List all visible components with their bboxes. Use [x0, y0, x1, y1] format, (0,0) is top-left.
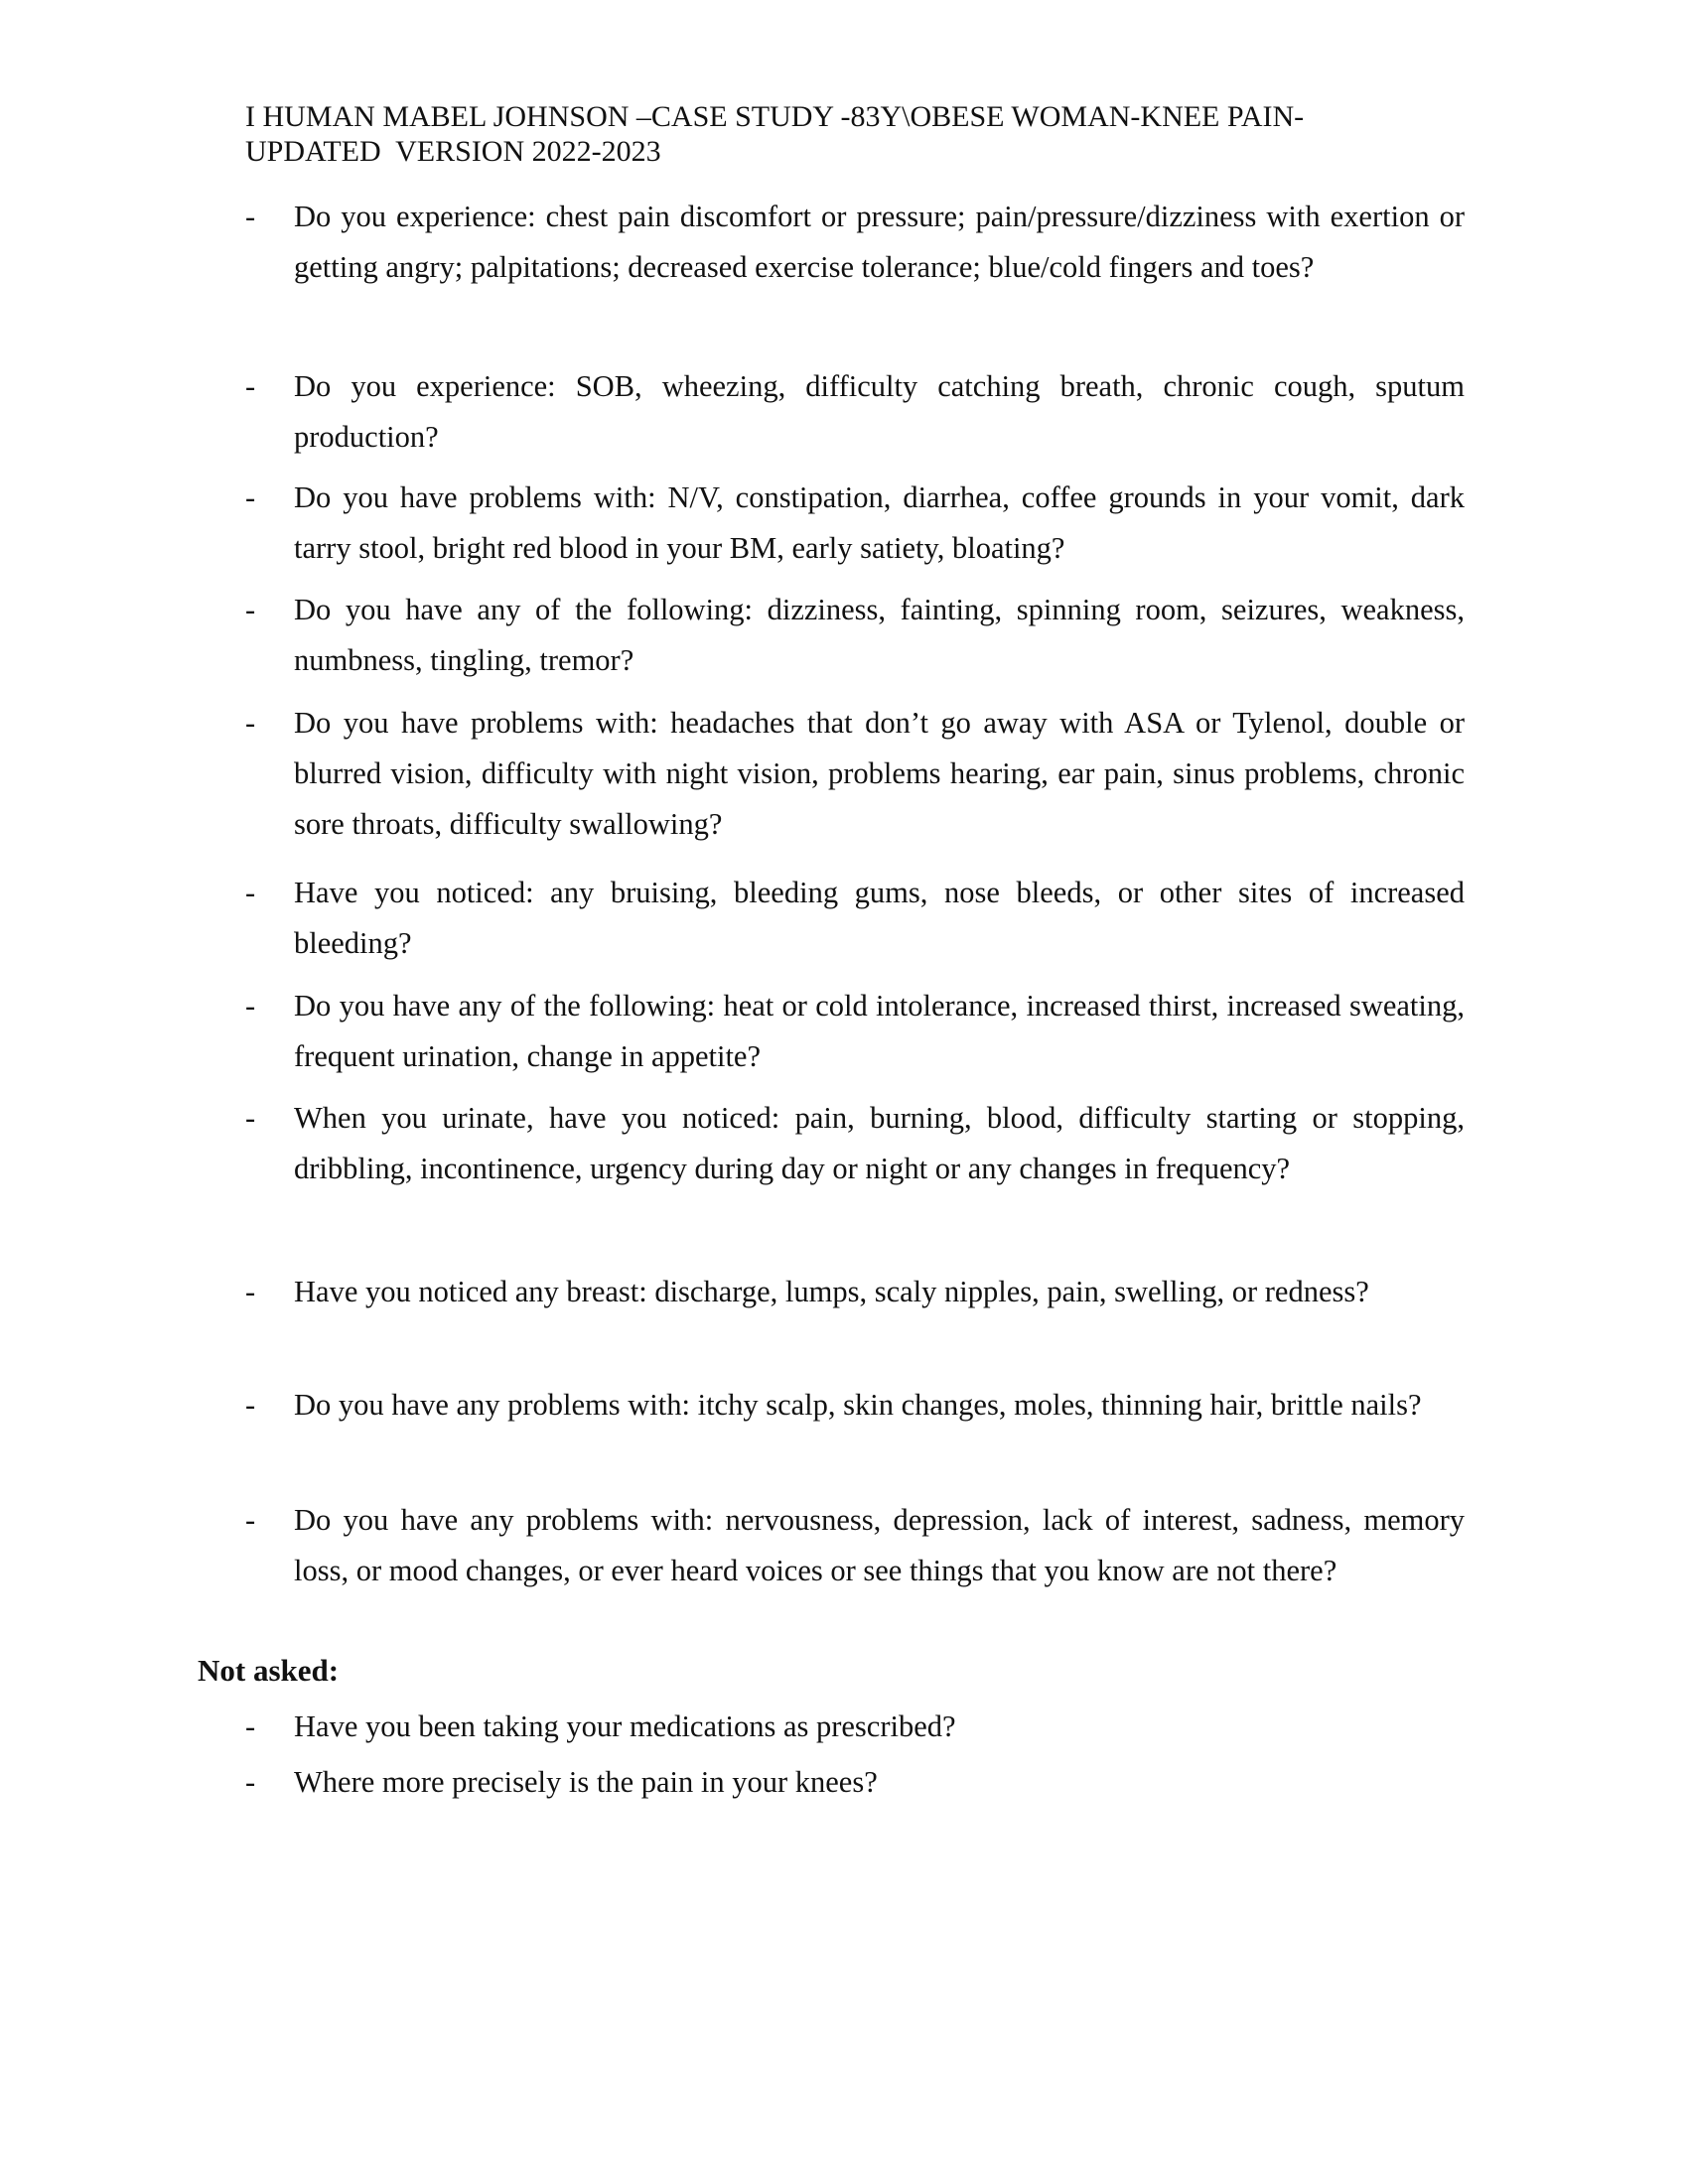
- item-text: Do you have any of the following: heat or cold intolerance, increased thirst, increased sweating, frequent urination, change in appetite?: [294, 989, 1465, 1073]
- item-text: When you urinate, have you noticed: pain, burning, blood, difficulty starting or stopping, dribbling, incontinence, urgency during day or night or any changes in frequency?: [294, 1101, 1465, 1185]
- bullet-dash: -: [245, 1275, 256, 1308]
- item-text: Have you noticed: any bruising, bleeding gums, nose bleeds, or other sites of increased bleeding?: [294, 876, 1465, 960]
- item-text: Do you have problems with: headaches that don’t go away with ASA or Tylenol, double or blurred vision, difficulty with night vision, problems hearing, ear pain, sinus problems, chronic sore throats, difficulty swallowing?: [294, 706, 1465, 841]
- item-text: Do you have any problems with: nervousness, depression, lack of interest, sadness, memory loss, or mood changes, or ever heard voices or see things that you know are not there?: [294, 1503, 1465, 1587]
- bullet-dash: -: [245, 876, 256, 909]
- question-item: [245, 192, 1465, 293]
- question-item: [245, 361, 1465, 463]
- not-asked-heading: Not asked:: [198, 1653, 340, 1688]
- question-item: [245, 1267, 1465, 1317]
- item-text: Have you been taking your medications as prescribed?: [294, 1709, 956, 1743]
- bullet-dash: -: [245, 200, 256, 233]
- bullet-dash: -: [245, 593, 256, 626]
- item-text: Do you have any of the following: dizziness, fainting, spinning room, seizures, weakness, numbness, tingling, tremor?: [294, 593, 1465, 677]
- item-text: Do you experience: SOB, wheezing, difficulty catching breath, chronic cough, sputum production?: [294, 369, 1465, 454]
- item-text: Do you have any problems with: itchy scalp, skin changes, moles, thinning hair, brittle nails?: [294, 1388, 1422, 1422]
- item-text: Have you noticed any breast: discharge, lumps, scaly nipples, pain, swelling, or redness?: [294, 1275, 1369, 1308]
- title-line-1: I HUMAN MABEL JOHNSON –CASE STUDY -83Y\OBESE WOMAN-KNEE PAIN-: [245, 100, 1305, 133]
- not-asked-item: [245, 1702, 1465, 1752]
- bullet-dash: -: [245, 1388, 256, 1422]
- question-item: [245, 981, 1465, 1082]
- item-text: Do you experience: chest pain discomfort or pressure; pain/pressure/dizziness with exertion or getting angry; palpitations; decreased exercise tolerance; blue/cold fingers and toes?: [294, 200, 1465, 284]
- not-asked-item: [245, 1757, 1465, 1808]
- question-item: [245, 473, 1465, 574]
- bullet-dash: -: [245, 1765, 256, 1799]
- question-item: [245, 1380, 1465, 1431]
- bullet-dash: -: [245, 706, 256, 740]
- question-item: [245, 585, 1465, 686]
- question-item: [245, 1495, 1465, 1596]
- question-item: [245, 868, 1465, 969]
- bullet-dash: -: [245, 480, 256, 514]
- title-line-2: UPDATED VERSION 2022-2023: [245, 135, 661, 168]
- bullet-dash: -: [245, 1709, 256, 1743]
- bullet-dash: -: [245, 1503, 256, 1537]
- bullet-dash: -: [245, 369, 256, 403]
- item-text: Where more precisely is the pain in your knees?: [294, 1765, 878, 1799]
- question-item: [245, 1093, 1465, 1194]
- item-text: Do you have problems with: N/V, constipation, diarrhea, coffee grounds in your vomit, dark tarry stool, bright red blood in your BM, early satiety, bloating?: [294, 480, 1465, 565]
- bullet-dash: -: [245, 1101, 256, 1135]
- question-item: [245, 698, 1465, 850]
- bullet-dash: -: [245, 989, 256, 1023]
- document-title: [245, 99, 1467, 169]
